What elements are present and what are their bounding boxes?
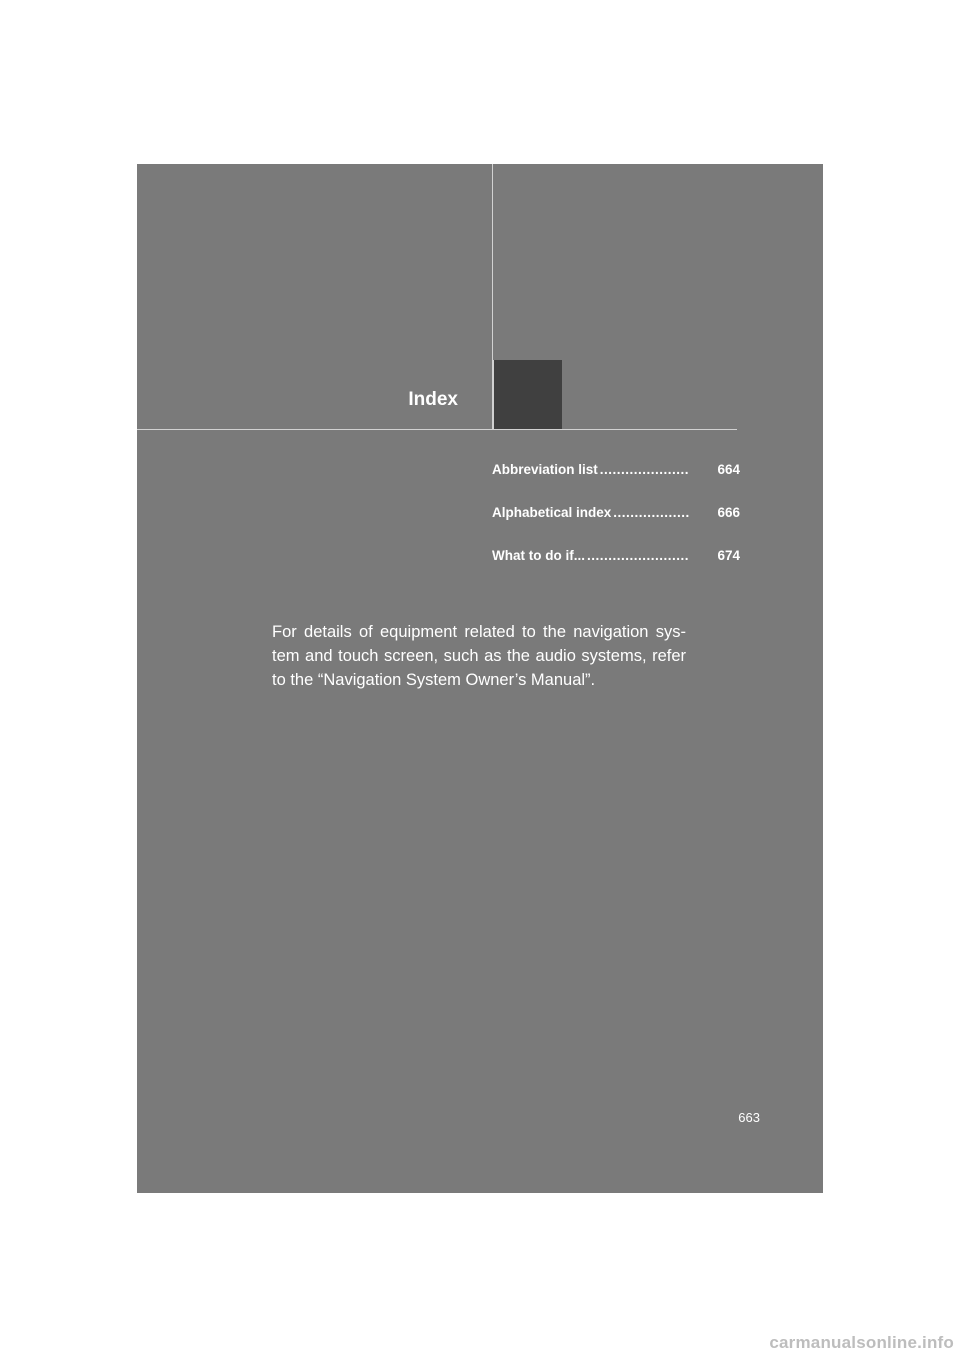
table-of-contents bbox=[492, 462, 740, 591]
section-title: Index bbox=[408, 389, 458, 410]
page-number: 663 bbox=[738, 1110, 760, 1125]
toc-leader-dots: ........................ bbox=[586, 548, 690, 563]
toc-leader-dots: ..................... bbox=[599, 462, 690, 477]
toc-entry-alphabetical-index[interactable] bbox=[492, 505, 740, 548]
toc-entry-abbreviation-list[interactable] bbox=[492, 462, 740, 505]
toc-entry-page: 664 bbox=[717, 462, 740, 477]
toc-entry-label: Abbreviation list bbox=[492, 462, 598, 477]
section-tab bbox=[493, 360, 562, 429]
toc-entry-label: What to do if... bbox=[492, 548, 585, 563]
toc-entry-what-to-do-if[interactable] bbox=[492, 548, 740, 591]
toc-entry-page: 666 bbox=[717, 505, 740, 520]
watermark-text: carmanualsonline.info bbox=[769, 1333, 954, 1352]
reference-note: For details of equipment related to the navigation sys-tem and touch screen, such as the audio systems, refer to the “Navigation System Owner’s Manual”. bbox=[272, 623, 686, 689]
toc-leader-dots: .................. bbox=[613, 505, 690, 520]
horizontal-divider bbox=[137, 429, 737, 430]
toc-entry-page: 674 bbox=[717, 548, 740, 563]
toc-entry-label: Alphabetical index bbox=[492, 505, 612, 520]
